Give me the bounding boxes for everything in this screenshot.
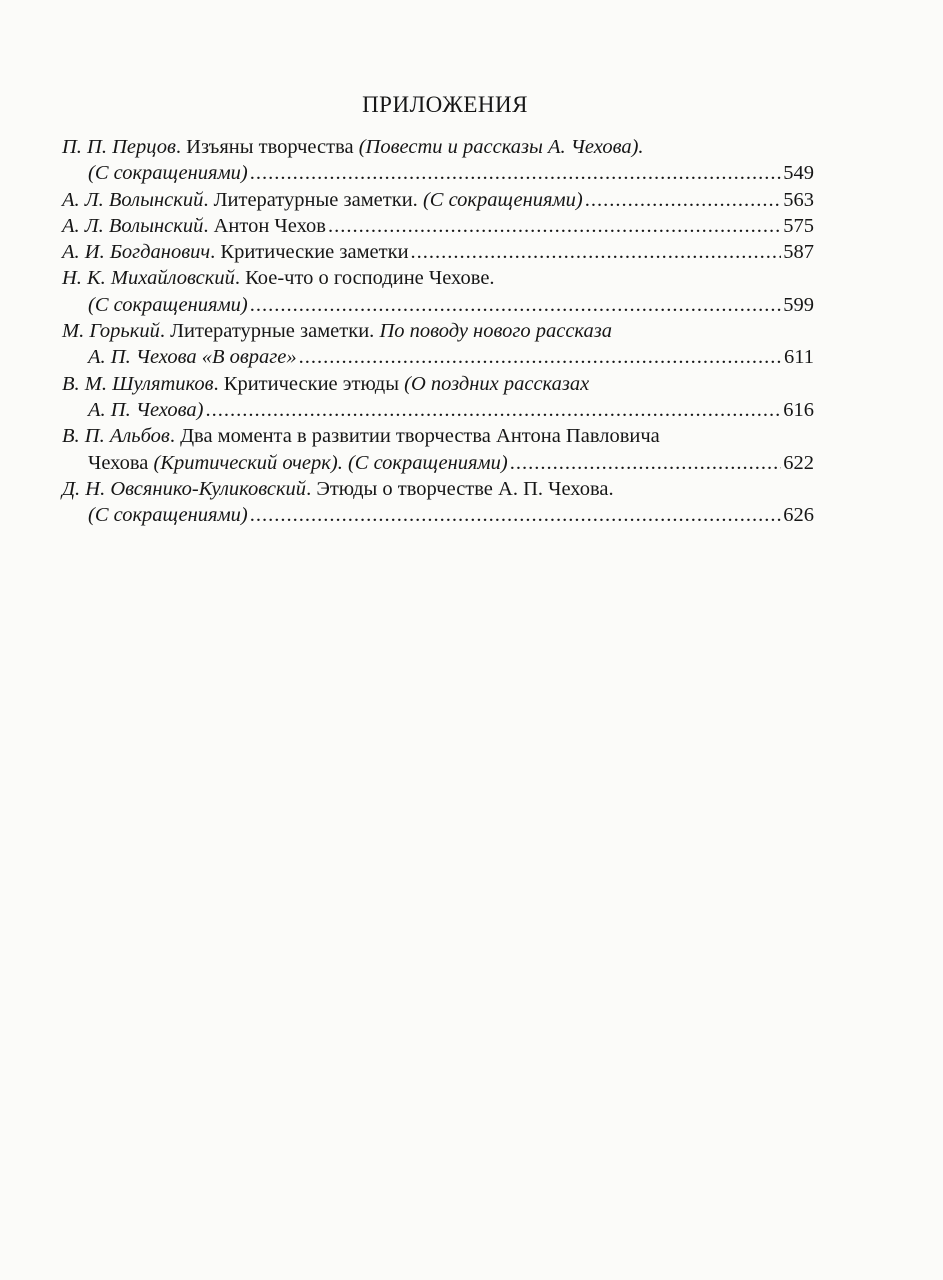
toc-entry (62, 265, 814, 318)
toc-entry (62, 239, 814, 265)
toc-line-last (62, 344, 814, 370)
page-number: 599 (783, 293, 814, 316)
toc-line: В. П. Альбов. Два момента в развитии творчества Антона Павловича (62, 425, 660, 448)
toc-entry (62, 318, 814, 371)
entry-author: А. Л. Волынский (62, 214, 204, 237)
toc-line: П. П. Перцов. Изъяны творчества (Повести и рассказы А. Чехова). (62, 136, 644, 158)
dot-leader (411, 239, 782, 265)
entry-title: Антон Чехов (213, 214, 326, 237)
dot-leader (250, 160, 782, 186)
entry-author: Д. Н. Овсянико-Куликовский (62, 477, 307, 500)
section-title: ПРИЛОЖЕНИЯ (362, 92, 528, 117)
entry-title: Два момента в развитии творчества Антона Павловича (180, 425, 660, 448)
entry-subtitle: (О поздних рассказах (404, 372, 590, 395)
entry-subtitle: (С сокращениями) (88, 293, 248, 316)
page-number: 563 (783, 188, 814, 211)
toc-line: Д. Н. Овсянико-Куликовский. Этюды о творчестве А. П. Чехова. (62, 477, 614, 500)
toc-line: В. М. Шулятиков. Критические этюды (О поздних рассказах (62, 372, 590, 395)
dot-leader (328, 213, 781, 239)
dot-leader (205, 397, 781, 423)
entry-title: Кое-что о господине Чехове. (245, 267, 495, 290)
toc-entry (62, 213, 814, 239)
page-number: 626 (783, 504, 814, 527)
entry-author: В. П. Альбов (62, 425, 170, 448)
toc-line-last: А. Л. Волынский. Литературные заметки. (С сокращениями) ..... 563 (62, 187, 814, 213)
dot-leader (250, 292, 782, 318)
table-of-contents (62, 134, 814, 528)
page-number: 611 (784, 346, 814, 369)
entry-author: Н. К. Михайловский (62, 267, 235, 290)
entry-author: В. М. Шулятиков (62, 372, 214, 395)
toc-entry (62, 187, 814, 213)
toc-line-last (62, 397, 814, 423)
entry-author: А. И. Богданович (62, 241, 211, 264)
toc-entry (62, 423, 814, 476)
entry-subtitle: По поводу нового рассказа (379, 320, 612, 343)
entry-title: Изъяны творчества (186, 136, 359, 158)
entry-subtitle: (Критический очерк). (С сокращениями) (153, 451, 508, 474)
dot-leader (510, 450, 782, 476)
page-number: 549 (783, 162, 814, 185)
entry-title: Чехова (88, 451, 154, 474)
entry-author: П. П. Перцов (62, 136, 176, 158)
toc-line-last: А. Л. Волынский. Антон Чехов ..... 575 (62, 213, 814, 239)
toc-line-last (62, 502, 814, 528)
entry-author: М. Горький (62, 320, 160, 343)
dot-leader (299, 344, 782, 370)
entry-title: Литературные заметки. (170, 320, 380, 343)
dot-leader (250, 502, 782, 528)
entry-subtitle: (Повести и рассказы А. Чехова). (358, 136, 644, 158)
entry-subtitle: (С сокращениями) (88, 504, 248, 527)
entry-subtitle: (С сокращениями) (88, 162, 248, 185)
page-number: 575 (783, 214, 814, 237)
toc-line-last (62, 160, 814, 186)
page-number: 622 (783, 451, 814, 474)
page-number: 616 (783, 398, 814, 421)
toc-entry (62, 134, 814, 187)
toc-line-last (62, 292, 814, 318)
toc-line-last (62, 450, 814, 476)
entry-title: Литературные заметки. (213, 188, 423, 211)
page-number: 587 (783, 241, 814, 264)
dot-leader (585, 187, 782, 213)
entry-subtitle: А. П. Чехова) (88, 398, 204, 421)
toc-entry (62, 371, 814, 424)
entry-title: Этюды о творчестве А. П. Чехова. (316, 477, 614, 500)
entry-title: Критические заметки (220, 241, 409, 264)
entry-author: А. Л. Волынский (62, 188, 204, 211)
entry-title: Критические этюды (223, 372, 405, 395)
toc-line: Н. К. Михайловский. Кое-что о господине Чехове. (62, 267, 495, 290)
toc-line-last: А. И. Богданович. Критические заметки ..... 587 (62, 239, 814, 265)
entry-subtitle: А. П. Чехова «В овраге» (88, 346, 297, 369)
toc-entry (62, 476, 814, 529)
toc-line: М. Горький. Литературные заметки. По поводу нового рассказа (62, 320, 612, 343)
entry-subtitle: (С сокращениями) (422, 188, 583, 211)
